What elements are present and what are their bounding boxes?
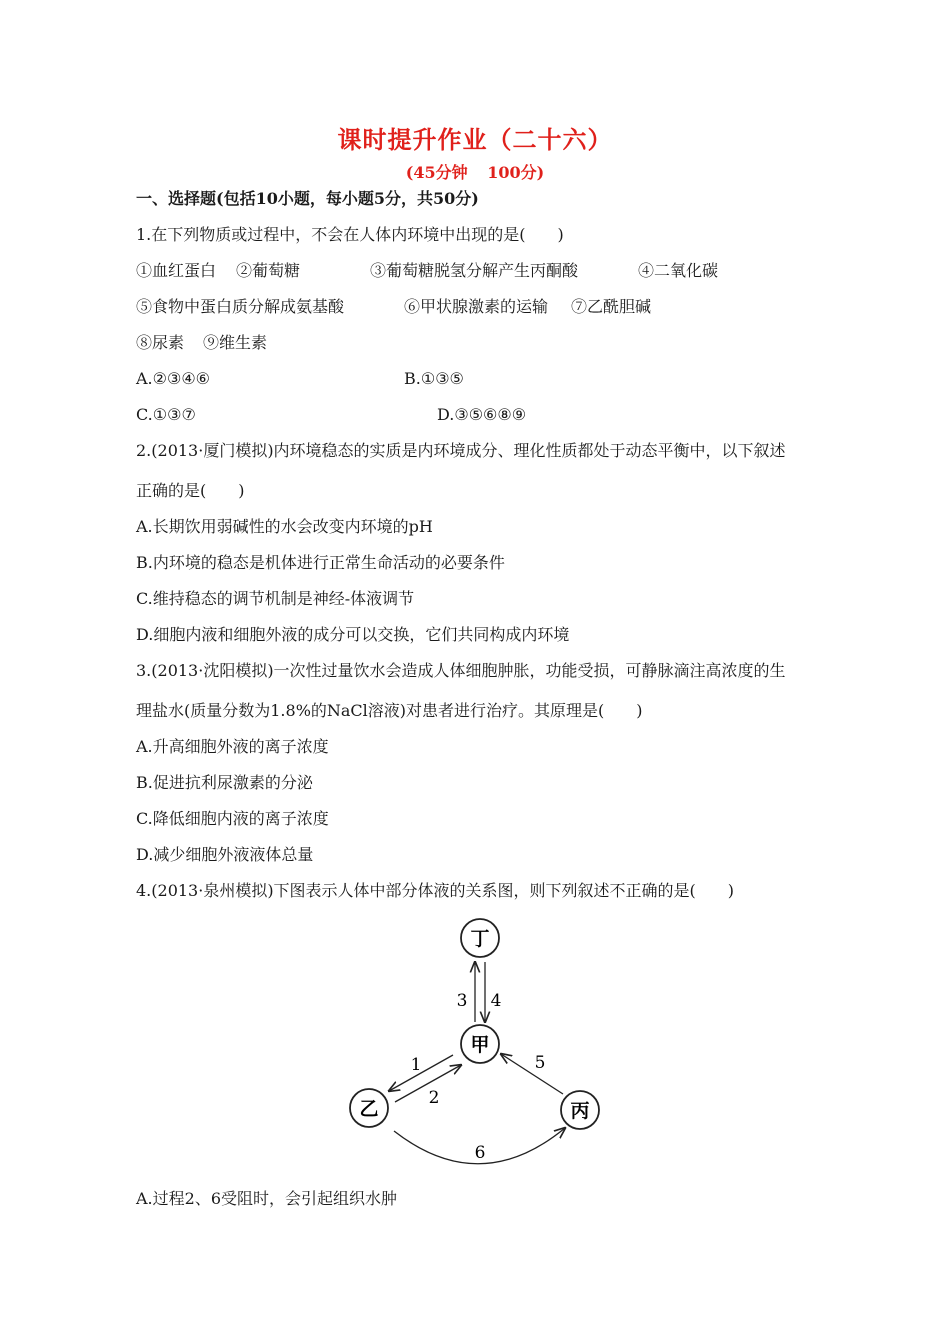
- svg-text:乙: 乙: [359, 1098, 379, 1120]
- q4-option-a: A.过程2、6受阻时，会引起组织水肿: [136, 1189, 398, 1208]
- q4-stem: 4.(2013·泉州模拟)下图表示人体中部分体液的关系图，则下列叙述不正确的是( ): [136, 881, 735, 900]
- q1-option-c: C.①③⑦: [136, 405, 196, 424]
- q1-item-6: ⑥甲状腺激素的运输: [404, 297, 549, 316]
- q3-option-a: A.升高细胞外液的离子浓度: [136, 737, 329, 756]
- label-5: 5: [534, 1053, 546, 1073]
- section-heading: 一、选择题(包括10小题，每小题5分，共50分): [136, 189, 479, 208]
- label-3: 3: [456, 991, 468, 1011]
- q2-stem-line2: 正确的是( ): [136, 481, 245, 500]
- q1-item-9: ⑨维生素: [203, 333, 268, 352]
- label-6: 6: [474, 1143, 486, 1163]
- q1-option-b: B.①③⑤: [404, 369, 464, 388]
- q1-item-5: ⑤食物中蛋白质分解成氨基酸: [136, 297, 345, 316]
- q1-item-8: ⑧尿素: [136, 333, 185, 352]
- q1-item-7: ⑦乙酰胆碱: [571, 297, 652, 316]
- q3-option-d: D.减少细胞外液液体总量: [136, 845, 314, 864]
- node-bing: [561, 1091, 599, 1129]
- label-2: 2: [428, 1088, 440, 1108]
- node-jia: [461, 1025, 499, 1063]
- svg-text:丙: 丙: [570, 1100, 590, 1122]
- q3-stem-line1: 3.(2013·沈阳模拟)一次性过量饮水会造成人体细胞肿胀，功能受损，可静脉滴注高浓度的生: [136, 661, 786, 680]
- node-yi: [350, 1089, 388, 1127]
- q2-option-c: C.维持稳态的调节机制是神经-体液调节: [136, 589, 415, 608]
- page-title: 课时提升作业（二十六）: [337, 126, 613, 154]
- q2-option-a: A.长期饮用弱碱性的水会改变内环境的pH: [136, 517, 433, 536]
- q2-stem-line1: 2.(2013·厦门模拟)内环境稳态的实质是内环境成分、理化性质都处于动态平衡中，以下叙述: [136, 441, 786, 460]
- q3-option-c: C.降低细胞内液的离子浓度: [136, 809, 329, 828]
- label-4: 4: [490, 991, 502, 1011]
- q1-item-4: ④二氧化碳: [638, 261, 719, 280]
- svg-text:甲: 甲: [470, 1034, 490, 1056]
- q1-item-2: ②葡萄糖: [236, 261, 301, 280]
- q1-item-3: ③葡萄糖脱氢分解产生丙酮酸: [370, 261, 579, 280]
- q1-option-a: A.②③④⑥: [136, 369, 211, 388]
- svg-text:丁: 丁: [470, 928, 490, 950]
- q3-option-b: B.促进抗利尿激素的分泌: [136, 773, 313, 792]
- node-ding: [461, 919, 499, 957]
- label-1: 1: [410, 1055, 422, 1075]
- q2-option-d: D.细胞内液和细胞外液的成分可以交换，它们共同构成内环境: [136, 625, 570, 644]
- q1-stem: 1.在下列物质或过程中，不会在人体内环境中出现的是( ): [136, 225, 564, 244]
- q1-option-d: D.③⑤⑥⑧⑨: [437, 405, 527, 424]
- q1-item-1: ①血红蛋白: [136, 261, 217, 280]
- q2-option-b: B.内环境的稳态是机体进行正常生命活动的必要条件: [136, 553, 505, 572]
- page-subtitle: (45分钟 100分): [405, 163, 545, 182]
- q3-stem-line2: 理盐水(质量分数为1.8%的NaCl溶液)对患者进行治疗。其原理是( ): [136, 701, 643, 720]
- arrow-5: [501, 1054, 563, 1094]
